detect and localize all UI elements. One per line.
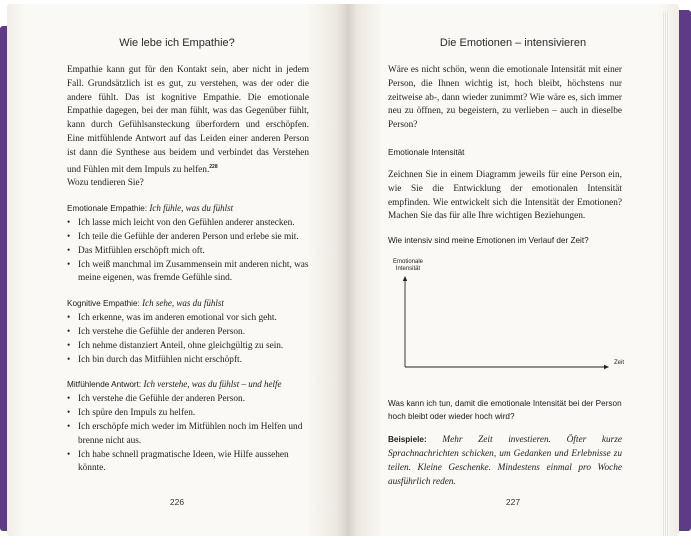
list-item: • Ich bin durch das Mitfühlen nicht erschöpft. <box>67 354 309 368</box>
chart-axes <box>388 259 625 374</box>
section-compassion <box>67 378 309 476</box>
left-page-number: 226 <box>169 497 185 507</box>
bullet-list <box>67 217 309 286</box>
section-emotional <box>67 202 309 286</box>
list-item: • Ich erschöpfe mich weder im Mitfühlen noch im Helfen und brenne nicht aus. <box>67 421 309 449</box>
right-running-head: Die Emotionen – intensivieren <box>439 37 587 49</box>
section-quote: Ich verstehe, was du fühlst – und helfe <box>143 379 282 390</box>
cover-edge-right <box>677 10 691 531</box>
right-page-number: 227 <box>505 497 521 507</box>
list-item: • Das Mitfühlen erschöpft mich oft. <box>67 245 309 259</box>
section-heading <box>67 202 309 215</box>
y-axis-label-line2: Intensität <box>395 266 421 273</box>
bullet-list <box>67 312 309 367</box>
examples-text: Mehr Zeit investieren. Öfter kurze Sprachnachrichten schicken, um Gedanken und Erlebnisse zu teilen. Kleine Geschenke. Mindestens einmal pro Woche ausführlich reden. <box>388 435 622 487</box>
list-item: • Ich lasse mich leicht von den Gefühlen anderer anstecken. <box>67 217 309 231</box>
right-page <box>347 4 679 536</box>
section-quote: Ich sehe, was du fühlst <box>142 298 224 309</box>
section-cognitive <box>67 297 309 367</box>
section-quote: Ich fühle, was du fühlst <box>149 203 234 214</box>
question-2: Was kann ich tun, damit die emotionale Intensität bei der Person hoch bleibt oder wieder hoch wird? <box>388 399 622 421</box>
y-axis-arrow <box>403 276 407 281</box>
bullet-list <box>67 393 309 476</box>
list-item: • Ich verstehe die Gefühle der anderen Person. <box>67 393 309 407</box>
left-running-head: Wie lebe ich Empathie? <box>119 37 235 49</box>
footnote-ref: 228 <box>209 163 218 170</box>
intro-paragraph <box>67 64 309 191</box>
list-item: • Ich verstehe die Gefühle der anderen Person. <box>67 326 309 340</box>
section-label: Emotionale Empathie: <box>67 204 148 214</box>
section-label: Kognitive Empathie: <box>67 299 140 309</box>
right-page-content <box>388 64 625 489</box>
examples-paragraph <box>388 433 622 489</box>
intro-text: Empathie kann gut für den Kontakt sein, aber nicht in jedem Fall. Grundsätzlich ist es gut, zu verstehen, was der oder die andere fühlt. Das ist kognitive Empathie. Die emotionale Empathie dagegen, bei der man fühlt, was das Gegenüber fühlt, kann durch Gefühlsansteckung überfordern und erschöpfen. Eine mitfühlende Antwort auf das Leiden einer anderen Person ist dann die Synthese aus beidem und verbindet das Verstehen und Fühlen mit dem Impuls zu helfen. <box>67 65 309 175</box>
section-heading <box>67 297 309 310</box>
intro-question: Wozu tendieren Sie? <box>67 178 144 189</box>
chart-question: Wie intensiv sind meine Emotionen im Verlauf der Zeit? <box>388 236 589 246</box>
y-axis-label-line1: Emotionale <box>392 259 424 266</box>
section-label: Mitfühlende Antwort: <box>67 380 142 390</box>
list-item: • Ich nehme distanziert Anteil, ohne gleichgültig zu sein. <box>67 340 309 354</box>
intensity-chart[interactable] <box>388 259 625 374</box>
x-axis-label: Zeit <box>614 360 625 367</box>
list-item: • Ich habe schnell pragmatische Ideen, wie Hilfe aussehen könnte. <box>67 449 309 477</box>
examples-label: Beispiele: <box>388 435 427 445</box>
body-paragraph: Zeichnen Sie in einem Diagramm jeweils für eine Person ein, wie Sie die Entwicklung der emotionalen Intensität empfinden. Wie entwickelt sich die Intensität der Emotionen? Machen Sie das für alle Ihre wichtigen Beziehungen. <box>388 169 622 222</box>
list-item: • Ich erkenne, was im anderen emotional vor sich geht. <box>67 312 309 326</box>
left-page-content <box>67 64 309 476</box>
section-heading <box>67 378 309 391</box>
list-item: • Ich spüre den Impuls zu helfen. <box>67 407 309 421</box>
x-axis-arrow <box>604 365 609 369</box>
list-item: • Ich weiß manchmal im Zusammensein mit anderen nicht, was meine eigenen, was fremde Gefühle sind. <box>67 259 309 287</box>
left-page <box>7 4 347 536</box>
list-item: • Ich teile die Gefühle der anderen Person und erlebe sie mit. <box>67 231 309 245</box>
subheading: Emotionale Intensität <box>388 147 465 157</box>
page-edges <box>663 12 669 536</box>
right-intro-paragraph: Wäre es nicht schön, wenn die emotionale Intensität mit einer Person, die Ihnen wichtig ist, hoch bleibt, höchstens nur zeitweise ab-, dann wieder zunimmt? Wie wäre es, sich immer neu zu öffnen, zu begeistern, zu verlieben – auch in dieselbe Person? <box>388 65 622 131</box>
